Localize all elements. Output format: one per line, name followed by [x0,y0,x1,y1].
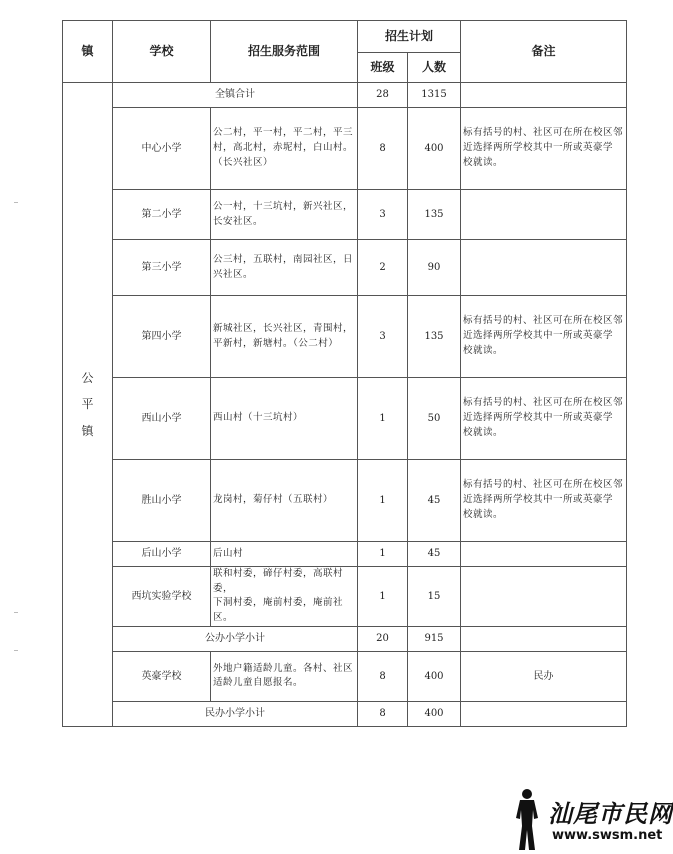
school-classes: 8 [358,108,408,190]
school-scope-line: 公二村，平一村，平二村，平三 [213,127,354,139]
school-scope-line: 适龄儿童自愿报名。 [213,677,304,689]
school-note [461,378,627,460]
school-note-line: 标有括号的村、社区可在所在校区邻 [463,397,624,409]
town-char: 平 [81,397,94,412]
school-scope [211,108,358,190]
school-name: 后山小学 [113,542,211,567]
school-name: 中心小学 [113,108,211,190]
private-subtotal-row-people: 400 [408,701,461,726]
school-note-line: 近选择两所学校其中一所或英豪学 [463,142,614,154]
private-subtotal-row-note [461,701,627,726]
school-people: 50 [408,378,461,460]
table-row [63,542,627,567]
table-row [63,460,627,542]
school-classes: 3 [358,296,408,378]
header-note: 备注 [461,21,627,83]
school-scope-line: 龙岗村，菊仔村（五联村） [213,494,334,506]
school-scope [211,542,358,567]
private-subtotal-row [63,701,627,726]
header-plan: 招生计划 [358,21,461,53]
school-note-line: 校就读。 [463,508,504,520]
school-note [461,190,627,240]
school-name: 第三小学 [113,240,211,296]
school-name: 胜山小学 [113,460,211,542]
school-note [461,460,627,542]
school-note [461,240,627,296]
school-note-line: 校就读。 [463,426,504,438]
enrollment-table [62,20,627,727]
header-scope: 招生服务范围 [211,21,358,83]
header-classes: 班级 [358,53,408,83]
school-scope [211,296,358,378]
school-scope-line: 公三村，五联村，南园社区，日 [213,253,354,265]
school-people: 45 [408,460,461,542]
total-note [461,83,627,108]
school-people: 135 [408,190,461,240]
school-note: 民办 [461,651,627,701]
school-scope [211,240,358,296]
school-classes: 2 [358,240,408,296]
private-school-row [63,651,627,701]
school-note-line: 近选择两所学校其中一所或英豪学 [463,494,614,506]
private-subtotal-row-classes: 8 [358,701,408,726]
table-row [63,378,627,460]
school-people: 90 [408,240,461,296]
school-scope [211,651,358,701]
town-char: 公 [81,370,94,385]
school-name: 西坑实验学校 [113,567,211,627]
total-row [63,83,627,108]
school-note [461,108,627,190]
school-scope [211,378,358,460]
town-cell [63,83,113,727]
school-scope-line: 公一村，十三坑村，新兴社区， [213,200,354,212]
table-row [63,190,627,240]
school-note [461,296,627,378]
school-note-line: 近选择两所学校其中一所或英豪学 [463,412,614,424]
header-school: 学校 [113,21,211,83]
school-note-line: 标有括号的村、社区可在所在校区邻 [463,315,624,327]
school-note [461,567,627,627]
school-note-line: 近选择两所学校其中一所或英豪学 [463,330,614,342]
school-scope-line: 兴社区。 [213,268,254,280]
school-classes: 3 [358,190,408,240]
school-scope [211,190,358,240]
total-classes: 28 [358,83,408,108]
site-watermark [512,788,672,852]
header-town: 镇 [63,21,113,83]
public-subtotal-row [63,626,627,651]
watermark-url: www.swsm.net [552,828,663,843]
table-row [63,108,627,190]
total-people: 1315 [408,83,461,108]
school-people: 400 [408,108,461,190]
school-classes: 1 [358,567,408,627]
margin-mark [14,612,18,613]
school-name: 英豪学校 [113,651,211,701]
school-scope-line: 联和村委，碲仔村委，高联村委， [213,568,344,594]
school-people: 45 [408,542,461,567]
header-people: 人数 [408,53,461,83]
person-silhouette-icon [512,788,546,852]
school-scope-line: 西山村（十三坑村） [213,412,304,424]
table-row [63,296,627,378]
school-note [461,542,627,567]
school-classes: 1 [358,378,408,460]
school-scope-line: 下洞村委，庵前村委，庵前社区。 [213,597,344,624]
table-row [63,567,627,627]
school-scope-line: （长兴社区） [213,156,274,168]
school-people: 135 [408,296,461,378]
total-label: 全镇合计 [113,83,358,108]
school-scope-line: 后山村 [213,547,244,559]
school-people: 400 [408,651,461,701]
school-note-line: 校就读。 [463,344,504,356]
school-note-line: 标有括号的村、社区可在所在校区邻 [463,127,624,139]
school-scope-line: 外地户籍适龄儿童。各村、社区 [213,662,354,674]
school-name: 第四小学 [113,296,211,378]
school-note-line: 校就读。 [463,156,504,168]
public-subtotal-row-classes: 20 [358,626,408,651]
school-note-line: 标有括号的村、社区可在所在校区邻 [463,479,624,491]
public-subtotal-row-people: 915 [408,626,461,651]
watermark-title: 汕尾市民网 [548,799,673,828]
town-char: 镇 [81,423,94,438]
school-name: 西山小学 [113,378,211,460]
school-scope-line: 村，高北村，赤坭村，白山村。 [213,142,354,154]
public-subtotal-row-label: 公办小学小计 [113,626,358,651]
school-scope [211,460,358,542]
school-name: 第二小学 [113,190,211,240]
school-scope [211,567,358,627]
private-subtotal-row-label: 民办小学小计 [113,701,358,726]
school-scope-line: 长安社区。 [213,215,264,227]
school-scope-line: 新城社区，长兴社区，青围村， [213,322,354,334]
school-scope-line: 平新村，新塘村。（公二村） [213,337,339,349]
school-people: 15 [408,567,461,627]
school-classes: 1 [358,542,408,567]
margin-mark [14,202,18,203]
table-row [63,240,627,296]
school-classes: 1 [358,460,408,542]
public-subtotal-row-note [461,626,627,651]
margin-mark [14,650,18,651]
school-classes: 8 [358,651,408,701]
